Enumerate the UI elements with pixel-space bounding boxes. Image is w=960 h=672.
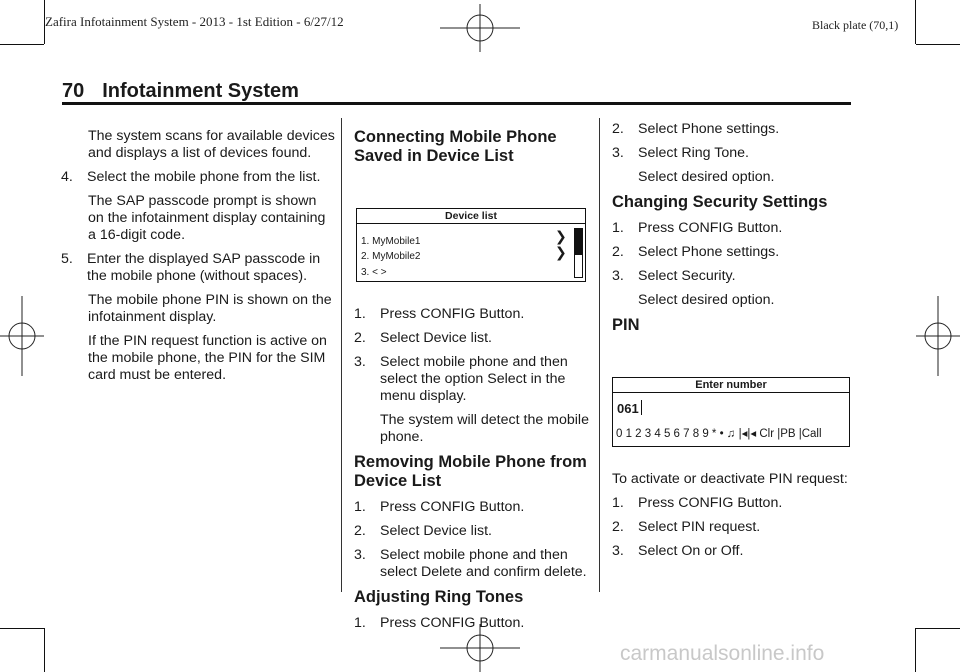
subheading: Adjusting Ring Tones xyxy=(354,588,524,606)
list-item: 1. Press CONFIG Button. xyxy=(354,306,525,322)
paragraph: If the PIN request function is active on the mobile phone, the PIN for the SIM card must be entered. xyxy=(88,333,327,383)
list-item: 1. Press CONFIG Button. xyxy=(354,499,525,515)
pin-entry-screen xyxy=(612,377,850,447)
scrollbar xyxy=(574,228,583,278)
list-item: 1. Press CONFIG Button. xyxy=(612,220,783,236)
list-item: 2. Select Phone settings. xyxy=(612,121,780,137)
print-header-left: Zafira Infotainment System - 2013 - 1st Edition - 6/27/12 xyxy=(45,14,344,29)
device-list-item: 2. MyMobile2 xyxy=(361,251,421,262)
list-item: 5. Enter the displayed SAP passcode in the mobile phone (without spaces). xyxy=(61,251,321,284)
column-2 xyxy=(354,128,590,639)
subheading: Connecting Mobile Phone Saved in Device List xyxy=(354,128,557,165)
text-cursor xyxy=(641,400,642,415)
page-number: 70 xyxy=(62,80,85,102)
list-item: 2. Select Device list. xyxy=(354,523,492,539)
device-list-item: 1. MyMobile1 xyxy=(361,236,421,247)
list-item: 2. Select Phone settings. xyxy=(612,244,780,260)
list-item: 3. Select Ring Tone. xyxy=(612,145,749,161)
column-divider xyxy=(341,118,342,592)
paragraph: Select desired option. xyxy=(638,169,775,185)
chevron-right-icon: ❯ xyxy=(555,244,567,260)
section-heading xyxy=(62,80,299,103)
column-1 xyxy=(61,128,336,391)
paragraph: Select desired option. xyxy=(638,292,775,308)
device-list-item: 3. < > xyxy=(361,267,387,278)
subheading: Removing Mobile Phone from Device List xyxy=(354,453,587,490)
paragraph: The system scans for available devices and displays a list of devices found. xyxy=(88,128,335,161)
heading-rule xyxy=(62,102,851,105)
paragraph: The mobile phone PIN is shown on the infotainment display. xyxy=(88,292,332,325)
pin-entry-title: Enter number xyxy=(613,378,849,393)
list-item: 2. Select PIN request. xyxy=(612,519,761,535)
pin-value: 061 xyxy=(617,400,642,417)
paragraph: The SAP passcode prompt is shown on the infotainment display containing a 16-digit code. xyxy=(88,193,326,243)
paragraph: The system will detect the mobile phone. xyxy=(380,412,589,445)
list-item: 3. Select mobile phone and then select Delete and confirm delete. xyxy=(354,547,587,580)
device-list-title: Device list xyxy=(357,209,585,224)
list-item: 3. Select On or Off. xyxy=(612,543,744,559)
list-item: 3. Select Security. xyxy=(612,268,736,284)
list-item: 3. Select mobile phone and then select the option Select in the menu display. xyxy=(354,354,568,404)
paragraph: To activate or deactivate PIN request: xyxy=(612,471,848,487)
list-item: 1. Press CONFIG Button. xyxy=(354,615,525,631)
list-item: 4. Select the mobile phone from the list. xyxy=(61,169,321,185)
list-item: 2. Select Device list. xyxy=(354,330,492,346)
chevron-right-icon: ❯ xyxy=(555,228,567,244)
watermark: carmanualsonline.info xyxy=(620,642,825,665)
list-item: 1. Press CONFIG Button. xyxy=(612,495,783,511)
pin-keypad-row: 0 1 2 3 4 5 6 7 8 9 * • ♫ |◂|◂ Clr |PB |Call xyxy=(616,428,822,440)
section-title: Infotainment System xyxy=(102,80,299,102)
print-header-right: Black plate (70,1) xyxy=(812,18,899,32)
subheading: PIN xyxy=(612,316,640,334)
device-list-screen xyxy=(356,208,586,282)
column-divider xyxy=(599,118,600,592)
column-3 xyxy=(612,121,848,567)
subheading: Changing Security Settings xyxy=(612,193,828,211)
scrollbar-thumb xyxy=(575,229,582,255)
